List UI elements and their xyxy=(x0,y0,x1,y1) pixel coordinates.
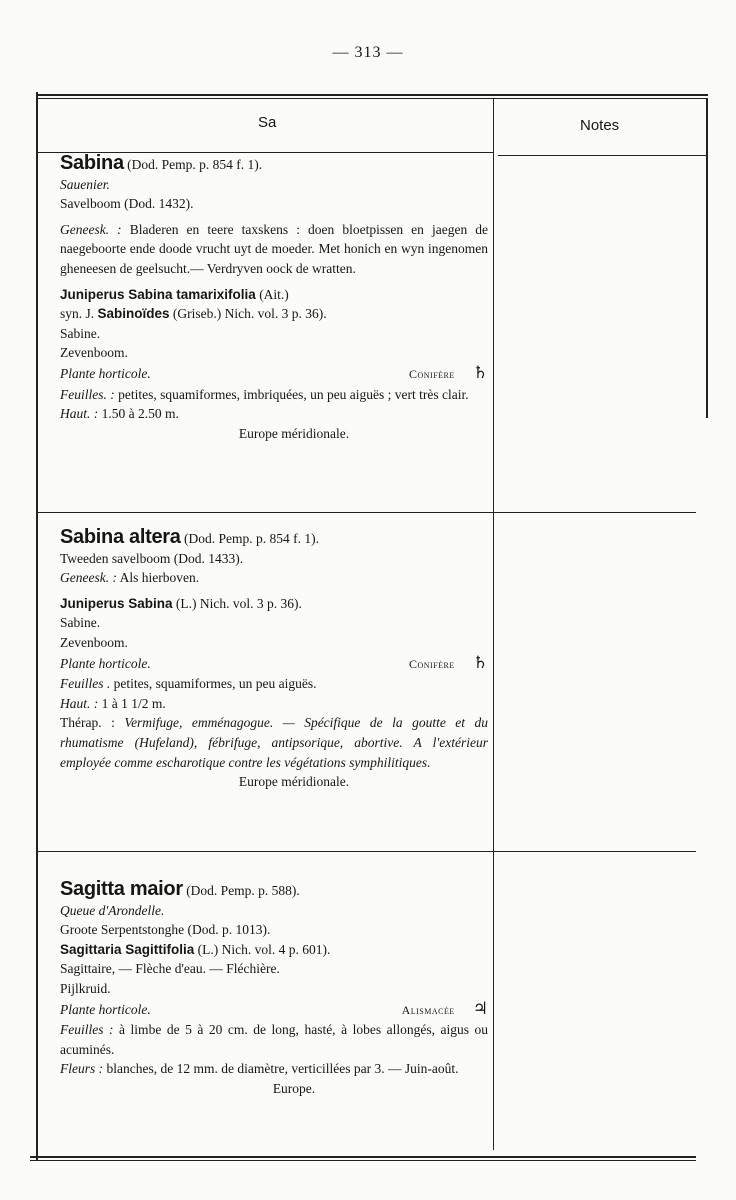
dutch-name: Zevenboom. xyxy=(60,634,128,650)
column-header-sa: Sa xyxy=(258,114,277,131)
plant-type-row: Plante horticole. Alismacée ♃ xyxy=(60,998,488,1018)
modern-name: Juniperus Sabina tamarixifolia (Ait.) xyxy=(60,286,289,302)
french-name: Sabine. xyxy=(60,325,101,341)
family-label: Conifère xyxy=(408,366,455,381)
old-name: Queue d'Arondelle. xyxy=(60,902,165,918)
table-left-border xyxy=(36,92,38,1160)
therapy-text: Thérap. : Vermifuge, emménagogue. — Spécifique de la goutte et du rhumatisme (Hufeland), fébrifuge, antipsorique, abortive. A l'extérieur employée comme escharotique contre les végétations symphilitiques. xyxy=(60,715,488,770)
entry-sagitta-maior xyxy=(60,880,488,1099)
family-label: Alismacée xyxy=(401,1002,455,1017)
origin: Europe méridionale. xyxy=(238,774,350,790)
origin: Europe méridionale. xyxy=(238,425,350,441)
old-name: Sauenier. xyxy=(60,176,110,192)
height-text: Haut. : 1 à 1 1/2 m. xyxy=(60,695,166,711)
leaves-text: Feuilles . petites, squamiformes, un peu aiguës. xyxy=(60,676,317,692)
table-top-rule xyxy=(36,94,708,96)
plant-type-row: Plante horticole. Conifère ♄ xyxy=(60,362,488,382)
header-rule-right xyxy=(498,155,706,156)
medicinal-text: Geneesk. : Als hierboven. xyxy=(60,570,200,586)
leaves-text: Feuilles : à limbe de 5 à 20 cm. de long, hasté, à lobes allongés, aigus ou acuminés. xyxy=(60,1022,489,1057)
flemish-name: Tweeden savelboom (Dod. 1433). xyxy=(60,550,244,566)
plant-type-row: Plante horticole. Conifère ♄ xyxy=(60,652,488,672)
french-name: Sagittaire, — Flèche d'eau. — Fléchière. xyxy=(60,961,280,977)
flemish-name: Savelboom (Dod. 1432). xyxy=(60,196,194,212)
entry-separator-1 xyxy=(36,512,696,513)
entry-title: Sabina altera xyxy=(60,526,181,548)
saturn-icon: ♄ xyxy=(472,362,488,382)
table-right-border xyxy=(706,98,708,418)
modern-name: Juniperus Sabina (L.) Nich. vol. 3 p. 36). xyxy=(60,595,302,611)
column-header-notes: Notes xyxy=(580,117,620,134)
entry-sabina-altera xyxy=(60,528,488,792)
saturn-icon: ♄ xyxy=(472,652,488,672)
table-column-divider xyxy=(493,98,494,1150)
synonym: syn. J. Sabinoïdes (Griseb.) Nich. vol. 3 p. 36). xyxy=(60,306,327,322)
height-text: Haut. : 1.50 à 2.50 m. xyxy=(60,406,179,422)
modern-name: Sagittaria Sagittifolia (L.) Nich. vol. 4 p. 601). xyxy=(60,941,331,957)
entry-sabina xyxy=(60,154,488,443)
origin: Europe. xyxy=(272,1080,316,1096)
entry-title: Sagitta maior xyxy=(60,878,183,900)
dutch-name: Zevenboom. xyxy=(60,345,128,361)
flemish-name: Groote Serpentstonghe (Dod. p. 1013). xyxy=(60,922,271,938)
table-top-rule-thin xyxy=(36,98,708,99)
entry-separator-2 xyxy=(36,851,696,852)
entry-title: Sabina xyxy=(60,152,124,174)
flowers-text: Fleurs : blanches, de 12 mm. de diamètre, verticillées par 3. — Juin-août. xyxy=(60,1061,459,1077)
leaves-text: Feuilles. : petites, squamiformes, imbriquées, un peu aiguës ; vert très clair. xyxy=(60,386,469,402)
page-number: — 313 — xyxy=(332,44,404,61)
french-name: Sabine. xyxy=(60,615,101,631)
entry-reference: (Dod. Pemp. p. 854 f. 1). xyxy=(183,531,319,546)
entry-reference: (Dod. Pemp. p. 854 f. 1). xyxy=(127,157,263,172)
medicinal-text: Geneesk. : Bladeren en teere taxskens : doen bloetpissen en jaegen de naegeboorte ende doode vrucht uyt de moeder. Met honich en wyn ingenomen gheneesen de geelsucht.— Verdryven oock de wratten. xyxy=(60,221,489,276)
table-bottom-rule-thin xyxy=(30,1160,696,1161)
entry-reference: (Dod. Pemp. p. 588). xyxy=(186,883,300,898)
dutch-name: Pijlkruid. xyxy=(60,980,111,996)
table-bottom-rule xyxy=(30,1156,696,1158)
jupiter-icon: ♃ xyxy=(472,998,488,1018)
family-label: Conifère xyxy=(408,656,455,671)
